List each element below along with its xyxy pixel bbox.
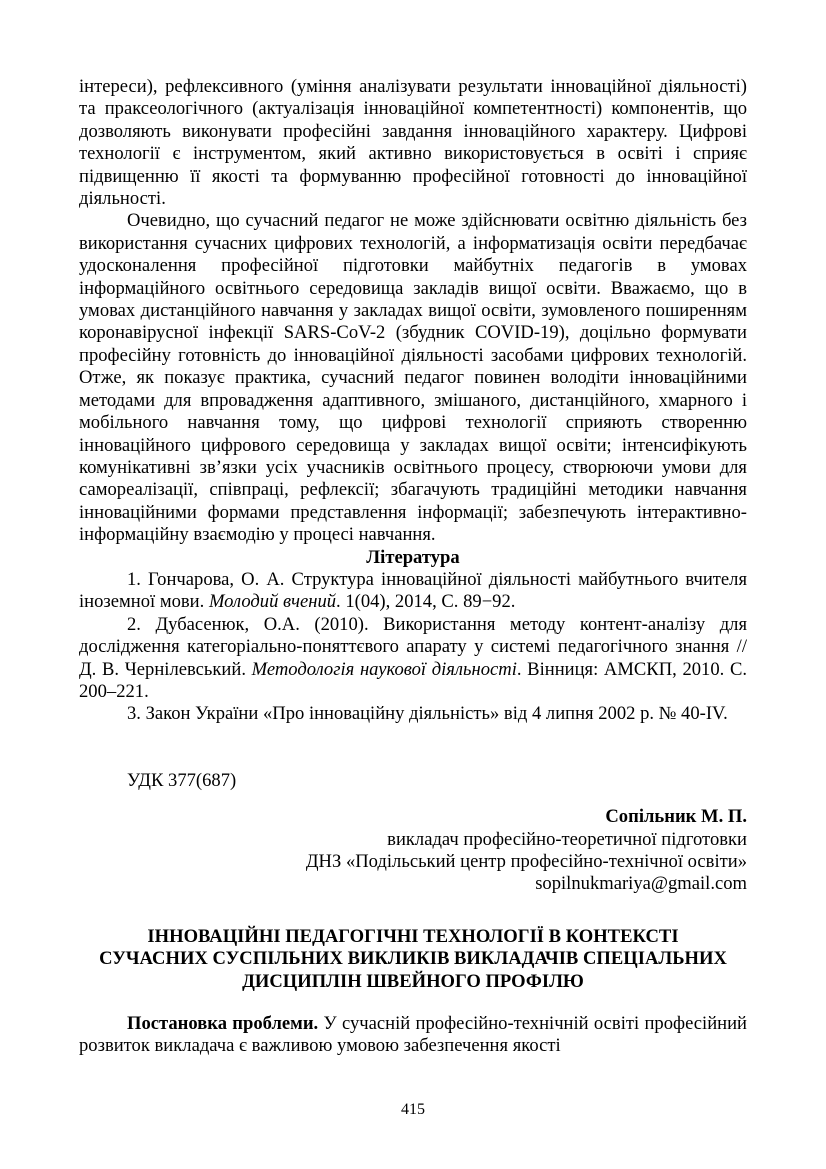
problem-label: Постановка проблеми. bbox=[127, 1013, 319, 1035]
author-position: викладач професійно-теоретичної підготовки bbox=[387, 828, 747, 850]
udk-code: УДК 377(687) bbox=[127, 769, 237, 791]
intro-paragraph: інтереси), рефлексивного (уміння аналізувати результати інноваційної діяльності) та праксеологічного (актуалізація інноваційної компетентності) компонентів, що дозволяють виконувати професійні завдання інноваційного характеру. Цифрові технології є інструментом, який активно використовується в освіті і сприяє підвищенню її якості та формуванню професійної готовності до інноваційної діяльності. bbox=[79, 76, 747, 210]
problem-paragraph: Постановка проблеми. У сучасній професійно-технічній освіті професійний розвиток викладача є важливою умовою забезпечення якості bbox=[79, 1013, 748, 1057]
author-institution: ДНЗ «Подільський центр професійно-технічної освіти» bbox=[305, 851, 747, 872]
main-paragraph: Очевидно, що сучасний педагог не може здійснювати освітню діяльність без використання сучасних цифрових технологій, а інформатизація освіти передбачає удосконалення професійної підготовки майбутніх педагогів в умовах інформаційного освітнього середовища закладів вищої освіти. Вважаємо, що в умовах дистанційного навчання у закладах вищої освіти, зумовленого поширенням коронавірусної інфекції SARS-CoV-2 (збудник COVID-19), доцільно формувати професійну готовність до інноваційної діяльності засобами цифрових технологій. Отже, як показує практика, сучасний педагог повинен володіти інноваційними методами для впровадження адаптивного, змішаного, дистанційного, хмарного і мобільного навчання тому, що цифрові технології сприяють створенню інноваційного цифрового середовища у закладах вищої освіти; інтенсифікують комунікативні зв’язки усіх учасників освітнього процесу, створюючи умови для самореалізації, співпраці, рефлексії; збагачують традиційні методики навчання інноваційними формами представлення інформації; забезпечують інтерактивно-інформаційну взаємодію у процесі навчання. bbox=[79, 210, 747, 546]
reference-item-3: 3. Закон України «Про інноваційну діяльність» від 4 липня 2002 р. № 40-IV. bbox=[127, 703, 728, 725]
reference-item-2: 2. Дубасенюк, О.А. (2010). Використання методу контент-аналізу для дослідження категоріально-поняттєвого апарату у системі педагогічного знання // Д. В. Чернілевський. Методологія наукової діяльності. Вінниця: АМСКП, 2010. С. 200–221. bbox=[79, 613, 747, 702]
page-body bbox=[79, 76, 747, 1058]
page-number: 415 bbox=[401, 1101, 425, 1118]
reference-item-1: 1. Гончарова, О. А. Структура інноваційної діяльності майбутнього вчителя іноземної мови. Молодий вчений. 1(04), 2014, С. 89−92. bbox=[79, 568, 747, 613]
author-email: sopilnukmariya@gmail.com bbox=[535, 873, 747, 895]
author-name: Сопільник М. П. bbox=[605, 806, 747, 828]
article-title: ІННОВАЦІЙНІ ПЕДАГОГІЧНІ ТЕХНОЛОГІЇ В КОНТЕКСТІ СУЧАСНИХ СУСПІЛЬНИХ ВИКЛИКІВ ВИКЛАДАЧІВ СПЕЦІАЛЬНИХ ДИСЦИПЛІН ШВЕЙНОГО ПРОФІЛЮ bbox=[99, 925, 727, 992]
references-heading: Література bbox=[366, 546, 460, 568]
